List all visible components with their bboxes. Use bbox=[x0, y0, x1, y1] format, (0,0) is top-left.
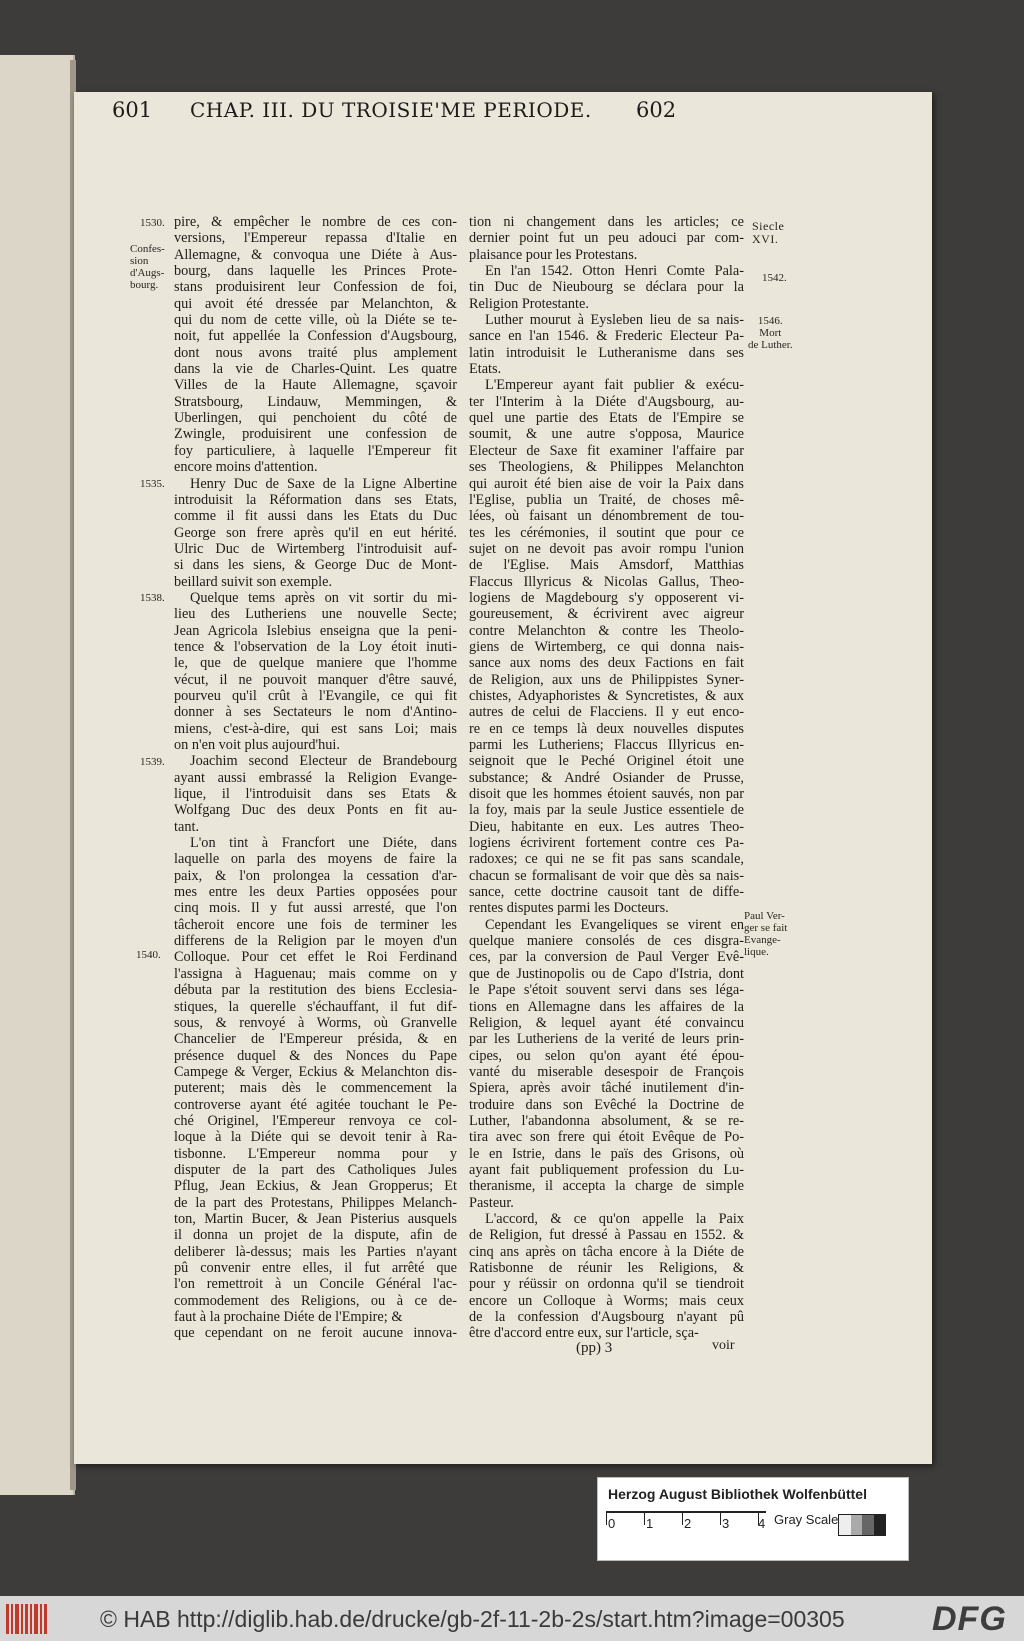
text-line: sous, & renvoyé à Worms, où Granvelle bbox=[174, 1014, 457, 1031]
text-line: qui avoit été dressée par Melanchton, & bbox=[174, 295, 457, 312]
text-line: Flaccus Illyricus & Nicolas Gallus, Theo- bbox=[469, 573, 744, 590]
text-line: on n'en voit plus aujourd'hui. bbox=[174, 737, 340, 753]
text-line: disputer de la part des Catholiques Jules bbox=[174, 1161, 457, 1178]
text-line: Henry Duc de Saxe de la Ligne Albertine bbox=[190, 475, 457, 492]
text-line: dans la vie de Charles-Quint. Les quatre bbox=[174, 361, 457, 378]
text-line: versions, l'Empereur repassa d'Italie en bbox=[174, 230, 457, 247]
margin-note-right: 1542. bbox=[762, 272, 787, 284]
viewer-footer bbox=[0, 1596, 1024, 1641]
text-line: vanté du miserable desespoir de François bbox=[469, 1063, 744, 1080]
text-line: que cependant on ne feroit aucune innova- bbox=[174, 1325, 457, 1342]
text-line: cinq ans après on tâcha encore à la Diéte de bbox=[469, 1243, 744, 1260]
text-line: Stratsbourg, Lindauw, Memmingen, & bbox=[174, 393, 457, 410]
text-line: le en Istrie, dans le païs des Grisons, où bbox=[469, 1145, 744, 1162]
text-line: Cependant les Evangeliques se virent en bbox=[485, 916, 744, 933]
text-line: re en ce temps là deux nouvelles disputes bbox=[469, 720, 744, 737]
scale-label: 4 bbox=[758, 1516, 766, 1531]
text-line: sance, cette doctrine causoit tant de diffe- bbox=[469, 884, 744, 901]
text-line: L'Empereur ayant fait publier & exécu- bbox=[485, 377, 744, 394]
library-name: Herzog August Bibliothek Wolfenbüttel bbox=[608, 1486, 867, 1502]
text-line: qui auroit été bien aise de voir la Paix dans bbox=[469, 475, 744, 492]
text-line: substance; & André Osiander de Prusse, bbox=[469, 769, 744, 786]
text-line: tant. bbox=[174, 818, 200, 835]
folio-right: 602 bbox=[636, 98, 677, 122]
text-line: theranisme, il accepta la charge de simple bbox=[469, 1178, 744, 1195]
text-line: vécut, il ne pouvoit manquer d'être sauvé, bbox=[174, 671, 457, 688]
text-line: seignoit que le Peché Originel étoit une bbox=[469, 753, 744, 770]
text-line: encore un Colloque à Worms; mais ceux bbox=[469, 1292, 744, 1309]
text-line: de Religion, aux uns de Philippistes Syner- bbox=[469, 671, 744, 688]
text-line: pû convenir entre elles, il fut arrêté que bbox=[174, 1260, 457, 1276]
text-line: L'accord, & ce qu'on appelle la Paix bbox=[485, 1210, 744, 1227]
text-line: l'Eglise, publia un Traité, de choses mê- bbox=[469, 491, 744, 508]
text-line: quelque maniere consolés de ces disgra- bbox=[469, 933, 744, 950]
text-line: autres de celui de Flacciens. Il y eut enco- bbox=[469, 704, 744, 721]
text-line: chacun se formalisant de voir que dès sa nais- bbox=[469, 867, 744, 884]
text-line: Spiera, après avoir tâché inutilement d'in- bbox=[469, 1080, 744, 1097]
margin-note-left: 1535. bbox=[140, 478, 165, 490]
text-line: troduire dans son Evêché la Doctrine de bbox=[469, 1096, 744, 1113]
text-line: deliberer là-dessus; mais les Parties n'ayant bbox=[174, 1243, 457, 1260]
text-line: Joachim second Electeur de Brandebourg bbox=[190, 753, 457, 770]
text-line: ton, Martin Bucer, & Jean Pisterius ausquels bbox=[174, 1210, 457, 1227]
text-line: Luther mourut à Eysleben lieu de sa nais- bbox=[485, 312, 744, 329]
margin-note-left: 1540. bbox=[136, 949, 161, 961]
text-line: présence duquel & des Nonces du Pape bbox=[174, 1047, 457, 1064]
text-line: tin Duc de Nieubourg se déclara pour la bbox=[469, 279, 744, 296]
text-line: Quelque tems après on vit sortir du mi- bbox=[190, 589, 457, 606]
text-line: encore moins d'attention. bbox=[174, 459, 318, 476]
text-line: tion ni changement dans les articles; ce bbox=[469, 214, 744, 230]
facing-page-edge bbox=[0, 55, 75, 1495]
dfg-logo: DFG bbox=[932, 1600, 1007, 1638]
text-line: sance aux noms des deux Factions en fait bbox=[469, 655, 744, 672]
text-line: mes entre les deux Parties opposées pour bbox=[174, 884, 457, 901]
text-line: donner à ses Sectateurs le nom d'Antino- bbox=[174, 704, 457, 721]
text-line: le, que de quelque maniere que l'homme bbox=[174, 655, 457, 672]
text-line: dont nous avons traité plus amplement bbox=[174, 344, 457, 361]
text-line: Uberlingen, qui penchoient du côté de bbox=[174, 410, 457, 427]
text-line: tions en Allemagne dans les affaires de la bbox=[469, 998, 744, 1015]
text-line: Ratisbonne de réunir les Religions, & bbox=[469, 1260, 744, 1276]
text-line: stans produisirent leur Confession de foi, bbox=[174, 279, 457, 296]
text-line: giens de Wirtemberg, ce qui donna nais- bbox=[469, 638, 744, 655]
text-line: rentes disputes parmi les Docteurs. bbox=[469, 900, 669, 917]
text-line: l'on remettroit à un Concile Général l'ac- bbox=[174, 1276, 457, 1293]
text-line: de l'Eglise. Mais Amsdorf, Matthias bbox=[469, 557, 744, 574]
text-line: cipes, ou selon qu'on ayant été épou- bbox=[469, 1047, 744, 1064]
text-line: paix, & l'on prolongea la cessation d'ar- bbox=[174, 867, 457, 884]
text-line: le Pape s'étoit souvent servi dans ses léga- bbox=[469, 982, 744, 999]
text-line: latin introduisit le Lutheranisme dans ses bbox=[469, 344, 744, 361]
text-line: lique, il l'introduisit dans ses Etats & bbox=[174, 786, 457, 803]
text-line: goureusement, & écrivirent avec aigreur bbox=[469, 606, 744, 623]
text-line: logiens écrivirent fortement contre ces Pa- bbox=[469, 835, 744, 852]
text-line: Chancelier de l'Empereur présida, & en bbox=[174, 1031, 457, 1048]
catchword: voir bbox=[712, 1338, 735, 1353]
text-line: par les Lutheriens de la verité de leurs prin- bbox=[469, 1031, 744, 1048]
text-line: pour y réüssir on ordonna qu'il se tiendroit bbox=[469, 1276, 744, 1293]
text-line: si dans les siens, & George Duc de Mont- bbox=[174, 557, 457, 574]
text-line: de la confession d'Augsbourg n'ayant pû bbox=[469, 1309, 744, 1326]
text-line: il donna un projet de la dispute, afin de bbox=[174, 1227, 457, 1244]
text-line: chistes, Adyaphoristes & Syncretistes, & aux bbox=[469, 687, 744, 704]
text-line: Etats. bbox=[469, 361, 502, 378]
text-line: Villes de la Haute Allemagne, sçavoir bbox=[174, 377, 457, 394]
text-line: pourveu qu'il crût à l'Evangile, ce qui fit bbox=[174, 687, 457, 704]
text-line: soumit, & une autre s'opposa, Maurice bbox=[469, 426, 744, 443]
text-line: George son frere après qu'il en eut hérité. bbox=[174, 524, 457, 541]
text-line: controverse ayant été agitée touchant le Pe- bbox=[174, 1096, 457, 1113]
text-line: Pflug, Jean Eckius, & Jean Gropperus; Et bbox=[174, 1178, 457, 1195]
text-line: débuta par la restitution des biens Ecclesia- bbox=[174, 982, 457, 999]
text-line: parmi les Lutheriens; Flaccus Illyricus en- bbox=[469, 737, 744, 753]
margin-note-right: 1546. Mort de Luther. bbox=[748, 315, 793, 351]
text-line: logiens de Magdebourg s'y opposerent vi- bbox=[469, 589, 744, 606]
margin-note-left: 1530. bbox=[140, 217, 165, 229]
text-line: de Religion, fut dressé à Passau en 1552. & bbox=[469, 1227, 744, 1244]
text-line: bourg, dans laquelle les Princes Prote- bbox=[174, 263, 457, 280]
barcode-icon bbox=[6, 1604, 48, 1634]
text-line: ter l'Interim à la Diéte d'Augsbourg, au- bbox=[469, 393, 744, 410]
text-line: l'assigna à Haguenau; mais comme on y bbox=[174, 965, 457, 982]
scale-label: 1 bbox=[646, 1516, 654, 1531]
text-line: tâcheroit encore une fois de terminer les bbox=[174, 916, 457, 933]
folio-left: 601 bbox=[112, 98, 153, 122]
text-line: quel une partie des Etats de l'Empire se bbox=[469, 410, 744, 427]
text-line: tisbonne. L'Empereur nomma pour y bbox=[174, 1145, 457, 1162]
text-line: Religion, & lequel ayant été convaincu bbox=[469, 1014, 744, 1031]
source-url-text: © HAB http://diglib.hab.de/drucke/gb-2f-11-2b-2s/start.htm?image=00305 bbox=[100, 1606, 845, 1632]
text-line: ces, par la conversion de Paul Verger Evê- bbox=[469, 949, 744, 966]
text-line: loque à la Diéte qui se devoit tenir à Ra- bbox=[174, 1129, 457, 1146]
margin-note-right: Siecle XVI. bbox=[752, 219, 785, 246]
text-line: Dieu, habitante en eux. Les autres Theo- bbox=[469, 818, 744, 835]
text-line: sance en l'an 1546. & Frederic Electeur Pa- bbox=[469, 328, 744, 345]
scale-label: 2 bbox=[684, 1516, 692, 1531]
text-line: tence & l'observation de la Loy étoit inuti- bbox=[174, 638, 457, 655]
text-line: commodement des Religions, ou à ce de- bbox=[174, 1292, 457, 1309]
text-line: Pasteur. bbox=[469, 1194, 514, 1211]
text-line: Jean Agricola Islebius enseigna que la peni- bbox=[174, 622, 457, 639]
text-line: qui du nom de cette ville, où la Diéte se te- bbox=[174, 312, 457, 329]
margin-note-right: Paul Ver- ger se fait Evange- lique. bbox=[744, 910, 788, 958]
text-line: que de Justinopolis ou de Capo d'Istria, dont bbox=[469, 965, 744, 982]
text-line: contre Melanchton & contre les Theolo- bbox=[469, 622, 744, 639]
text-line: Luther, l'abandonna absolument, & se re- bbox=[469, 1112, 744, 1129]
text-line: plaisance pour les Protestans. bbox=[469, 246, 638, 263]
text-line: la foy, mais par la seule Justice essentiele de bbox=[469, 802, 744, 819]
text-line: noit, fut appellée la Confession d'Augsbourg, bbox=[174, 328, 457, 345]
chapter-title: CHAP. III. DU TROISIE'ME PERIODE. bbox=[190, 98, 592, 122]
text-line: ayant aussi embrassé la Religion Evange- bbox=[174, 769, 457, 786]
text-line: ché Originel, l'Empereur renvoya ce col- bbox=[174, 1112, 457, 1129]
text-line: radoxes; ce qui ne se fit pas sans scandale, bbox=[469, 851, 744, 868]
text-line: comme il fit aussi dans les Etats du Duc bbox=[174, 508, 457, 525]
gray-scale-swatch bbox=[838, 1514, 886, 1536]
text-column-left bbox=[174, 214, 457, 1342]
text-line: sujet on ne devoit pas avoir rompu l'union bbox=[469, 540, 744, 557]
text-line: faut à la prochaine Diéte de l'Empire; & bbox=[174, 1309, 403, 1326]
text-line: foy particuliere, à laquelle l'Empereur fit bbox=[174, 442, 457, 459]
text-line: miens, c'est-à-dire, qui est sans Loi; mais bbox=[174, 720, 457, 737]
text-line: L'on tint à Francfort une Diéte, dans bbox=[190, 835, 457, 852]
scale-label: 3 bbox=[722, 1516, 730, 1531]
running-head bbox=[112, 98, 712, 128]
text-line: disoit que les hommes étoient sauvés, non par bbox=[469, 786, 744, 803]
scale-label: 0 bbox=[608, 1516, 616, 1531]
text-line: dernier point fut un peu adouci par com- bbox=[469, 230, 744, 247]
text-line: Colloque. Pour cet effet le Roi Ferdinand bbox=[174, 949, 457, 966]
text-line: être d'accord entre eux, sur l'article, sça- bbox=[469, 1325, 699, 1342]
text-line: Ulric Duc de Wirtemberg l'introduisit auf- bbox=[174, 540, 457, 557]
text-line: ayant fait publiquement profession du Lu- bbox=[469, 1161, 744, 1178]
text-line: Electeur de Saxe fit examiner l'affaire par bbox=[469, 442, 744, 459]
text-line: tira avec son frere qui étoit Evêque de Po- bbox=[469, 1129, 744, 1146]
signature-mark: (pp) 3 bbox=[576, 1340, 613, 1356]
text-line: de la part des Protestans, Philippes Melanch- bbox=[174, 1194, 457, 1211]
text-line: cinq mois. Il y fut aussi arresté, que l'on bbox=[174, 900, 457, 917]
text-line: introduisit la Réformation dans ses Etats, bbox=[174, 491, 457, 508]
text-line: Campege & Verger, Eckius & Melanchton dis- bbox=[174, 1063, 457, 1080]
text-line: Wolfgang Duc des deux Ponts en fit au- bbox=[174, 802, 457, 819]
text-column-right bbox=[469, 214, 744, 1342]
text-line: tes les cérémonies, il soutint que pour ce bbox=[469, 524, 744, 541]
text-line: pire, & empêcher le nombre de ces con- bbox=[174, 214, 457, 230]
text-line: Allemagne, & convoqua une Diéte à Aus- bbox=[174, 246, 457, 263]
gray-scale-label: Gray Scale bbox=[774, 1512, 839, 1527]
text-line: laquelle on parla des moyens de faire la bbox=[174, 851, 457, 868]
margin-note-left: 1538. bbox=[140, 592, 165, 604]
text-line: ses Theologiens, & Philippes Melanchton bbox=[469, 459, 744, 476]
text-line: puterent; mais dès le commencement la bbox=[174, 1080, 457, 1097]
text-line: En l'an 1542. Otton Henri Comte Pala- bbox=[485, 263, 744, 280]
text-line: lieu des Lutheriens une nouvelle Secte; bbox=[174, 606, 457, 623]
text-line: lées, où faisant un dénombrement de tou- bbox=[469, 508, 744, 525]
text-line: stiques, la querelle s'échauffant, il fut dif- bbox=[174, 998, 457, 1015]
color-reference-card bbox=[597, 1477, 909, 1561]
text-line: Zwingle, produisirent une confession de bbox=[174, 426, 457, 443]
text-line: differens de la Religion par le moyen d'un bbox=[174, 933, 457, 950]
margin-note-left: Confes- sion d'Augs- bourg. bbox=[130, 243, 165, 291]
text-line: beillard suivit son exemple. bbox=[174, 573, 333, 590]
margin-note-left: 1539. bbox=[140, 756, 165, 768]
text-line: Religion Protestante. bbox=[469, 295, 589, 312]
